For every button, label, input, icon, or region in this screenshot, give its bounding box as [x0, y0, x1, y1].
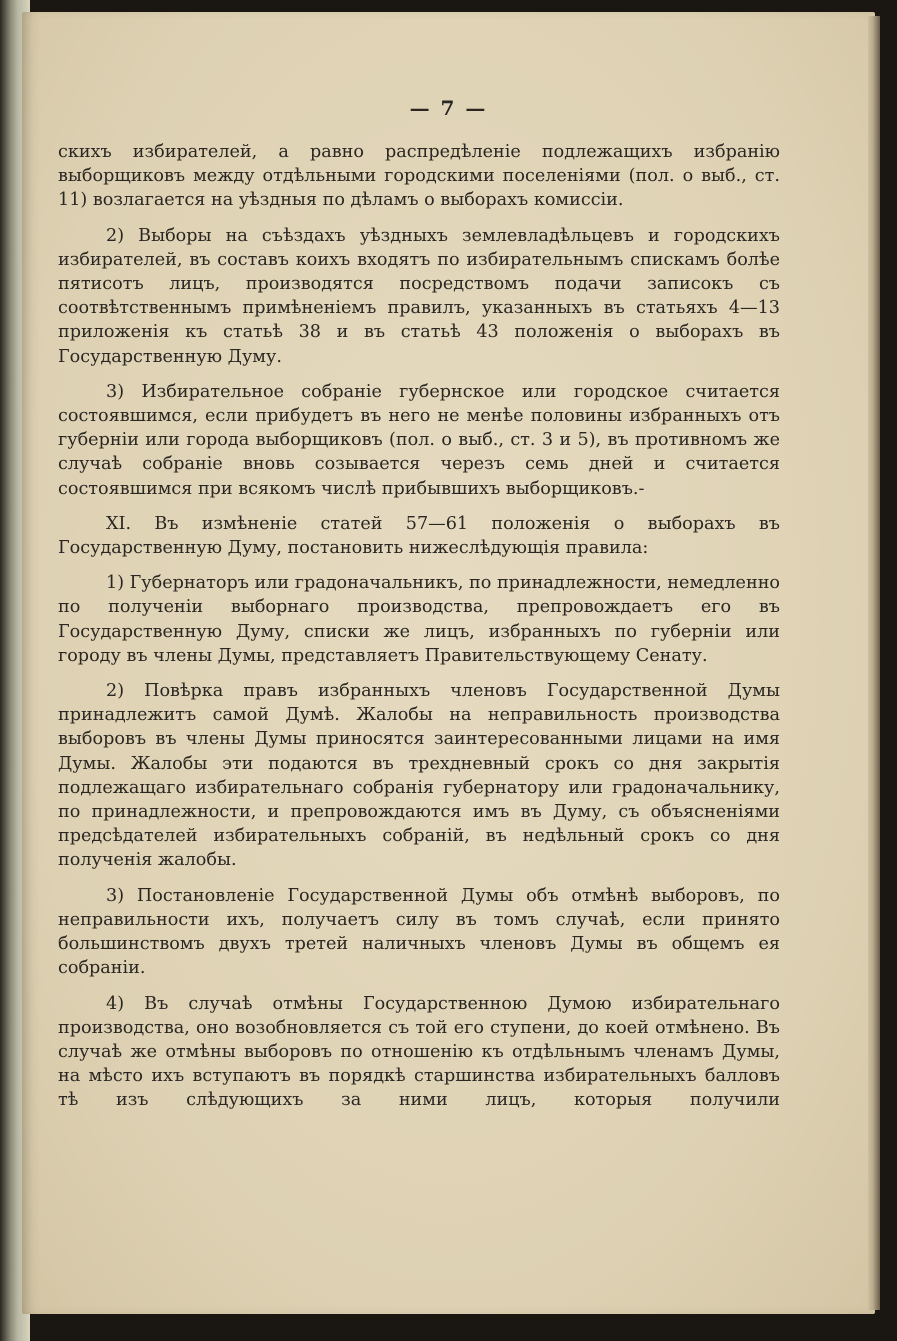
paragraph-xi-clause-3: 3) Постановленіе Государственной Думы объ отмѣнѣ выборовъ, по неправильности ихъ, получаетъ силу въ томъ случаѣ, если принято большинствомъ двухъ третей наличныхъ членовъ Думы въ общемъ ея собраніи.: [58, 885, 780, 979]
paragraph-clause-3: 3) Избирательное собраніе губернское или городское считается состоявшимся, если прибудетъ въ него не менѣе половины избранныхъ отъ губерніи или города выборщиковъ (пол. о выб., ст. 3 и 5), въ противномъ же случаѣ собраніе вновь созывается черезъ семь дней и считается состоявшимся при всякомъ числѣ прибывшихъ выборщиковъ.-: [58, 381, 780, 499]
paragraph-continued: скихъ избирателей, а равно распредѣленіе подлежащихъ избранію выборщиковъ между отдѣльными городскими поселеніями (пол. о выб., ст. 11) возлагается на уѣздныя по дѣламъ о выборахъ комиссіи.: [58, 142, 780, 211]
page-number: — 7 —: [409, 96, 488, 120]
paragraph-section-xi: XI. Въ измѣненіе статей 57—61 положенія о выборахъ въ Государственную Думу, постановить нижеслѣдующія правила:: [58, 513, 780, 559]
document-body: [58, 140, 780, 1124]
paragraph-xi-clause-4: 4) Въ случаѣ отмѣны Государственною Думою избирательнаго производства, оно возобновляется съ той его ступени, до коей отмѣнено. Въ случаѣ же отмѣны выборовъ по отношенію къ отдѣльнымъ членамъ Думы, на мѣсто ихъ вступаютъ въ порядкѣ старшинства избирательныхъ балловъ тѣ изъ слѣдующихъ за ними лицъ, которыя получили: [58, 993, 780, 1111]
paragraph-xi-clause-2: 2) Повѣрка правъ избранныхъ членовъ Государственной Думы принадлежитъ самой Думѣ. Жалобы на неправильность производства выборовъ въ члены Думы приносятся заинтересованными лицами на имя Думы. Жалобы эти подаются въ трехдневный срокъ со дня закрытія подлежащаго избирательнаго собранія губернатору или градоначальнику, по принадлежности, и препровождаются имъ въ Думу, съ объясненіями предсѣдателей избирательныхъ собраній, въ недѣльный срокъ со дня полученія жалобы.: [58, 681, 780, 871]
paragraph-xi-clause-1: 1) Губернаторъ или градоначальникъ, по принадлежности, немедленно по полученіи выборнаго производства, препровождаетъ его въ Государственную Думу, списки же лицъ, избранныхъ по губерніи или городу въ члены Думы, представляетъ Правительствующему Сенату.: [58, 573, 781, 666]
paragraph-clause-2: 2) Выборы на съѣздахъ уѣздныхъ землевладѣльцевъ и городскихъ избирателей, въ составъ коихъ входятъ по избирательнымъ спискамъ болѣе пятисотъ лицъ, производятся посредствомъ подачи записокъ съ соотвѣтственнымъ примѣненіемъ правилъ, указанныхъ въ статьяхъ 4—13 приложенія къ статьѣ 38 и въ статьѣ 43 положенія о выборахъ въ Государственную Думу.: [58, 225, 780, 367]
page-edge: [868, 16, 880, 1310]
